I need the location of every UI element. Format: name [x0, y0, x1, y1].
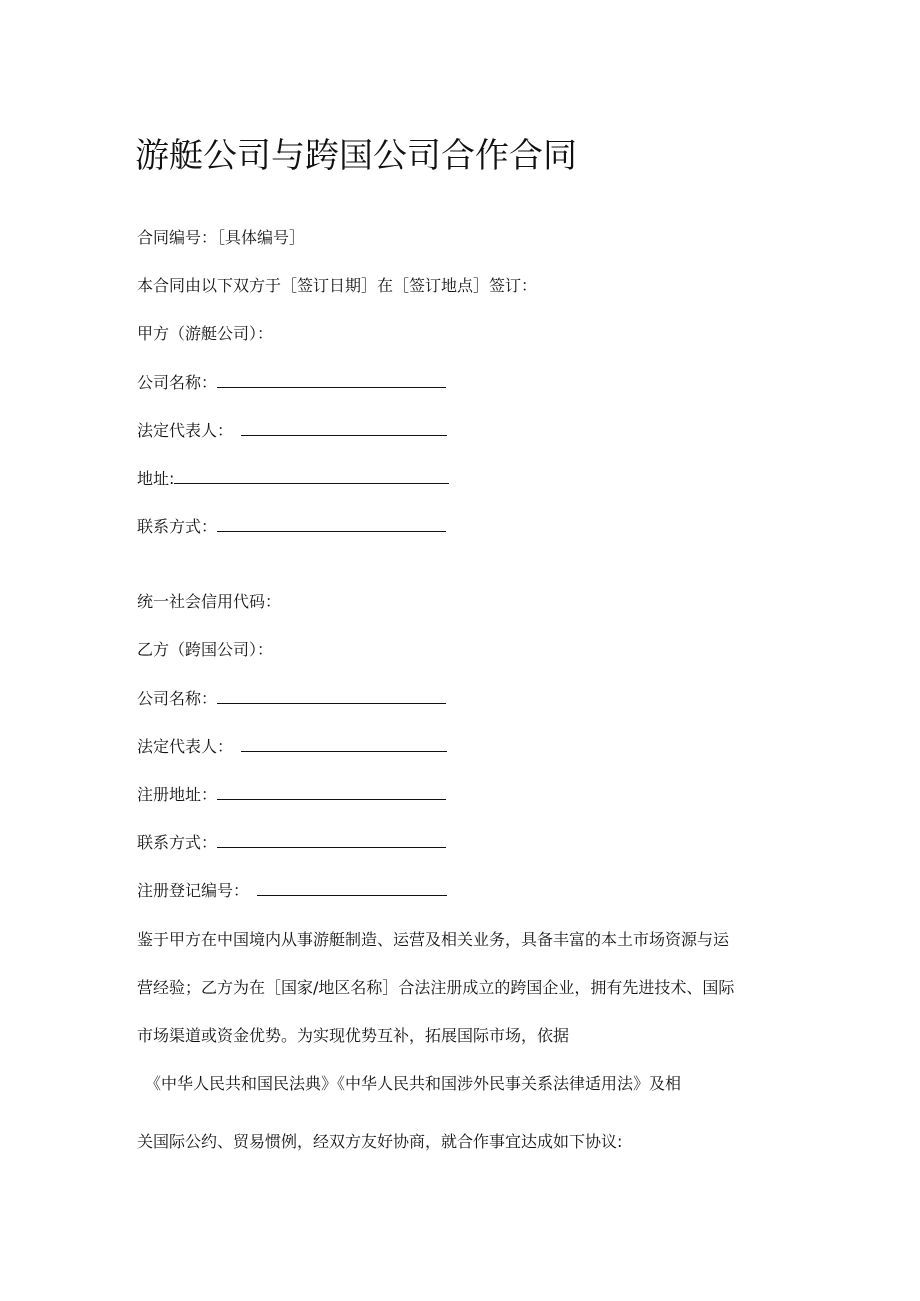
- field-label: 公司名称：: [137, 373, 218, 392]
- preamble-line: 关国际公约、贸易惯例，经双方友好协商，就合作事宜达成如下协议:: [137, 1132, 623, 1151]
- contact-blank[interactable]: [217, 830, 446, 848]
- field-label: 法定代表人：: [137, 737, 234, 756]
- party-a-credit-code: 统一社会信用代码：: [137, 592, 282, 611]
- field-label: 联系方式：: [137, 517, 218, 536]
- party-b-reg-address: [137, 782, 446, 807]
- party-a-contact: [137, 514, 446, 539]
- party-a-company-name: [137, 370, 446, 395]
- company-name-blank[interactable]: [217, 686, 446, 704]
- field-label: 公司名称：: [137, 689, 218, 708]
- field-label: 注册登记编号：: [137, 881, 250, 900]
- party-a-heading: 甲方（游艇公司）：: [137, 324, 274, 343]
- field-label: 地址:: [137, 469, 175, 488]
- field-label: 法定代表人：: [137, 421, 234, 440]
- address-blank[interactable]: [174, 466, 449, 484]
- document-title: 游艇公司与跨国公司合作合同: [135, 136, 577, 176]
- signing-info: 本合同由以下双方于［签订日期］在［签订地点］签订：: [137, 276, 538, 295]
- party-b-heading: 乙方（跨国公司）：: [137, 640, 274, 659]
- preamble-line: 《中华人民共和国民法典》《中华人民共和国涉外民事关系法律适用法》及相: [145, 1074, 682, 1093]
- contract-number: 合同编号：［具体编号］: [137, 228, 306, 247]
- contact-blank[interactable]: [217, 514, 446, 532]
- legal-rep-blank[interactable]: [241, 734, 447, 752]
- party-b-contact: [137, 830, 446, 855]
- party-a-address: [137, 466, 449, 491]
- party-b-legal-rep: [137, 734, 447, 759]
- field-label: 联系方式：: [137, 833, 218, 852]
- preamble-line: 营经验；乙方为在［国家/地区名称］合法注册成立的跨国企业，拥有先进技术、国际: [137, 978, 735, 997]
- legal-rep-blank[interactable]: [241, 418, 447, 436]
- reg-no-blank[interactable]: [257, 878, 447, 896]
- company-name-blank[interactable]: [217, 370, 446, 388]
- preamble-line: 鉴于甲方在中国境内从事游艇制造、运营及相关业务，具备丰富的本土市场资源与运: [137, 930, 730, 949]
- party-b-company-name: [137, 686, 446, 711]
- party-b-reg-no: [137, 878, 447, 903]
- field-label: 注册地址：: [137, 785, 218, 804]
- preamble-line: 市场渠道或资金优势。为实现优势互补，拓展国际市场，依据: [137, 1026, 570, 1045]
- reg-address-blank[interactable]: [217, 782, 446, 800]
- party-a-legal-rep: [137, 418, 447, 443]
